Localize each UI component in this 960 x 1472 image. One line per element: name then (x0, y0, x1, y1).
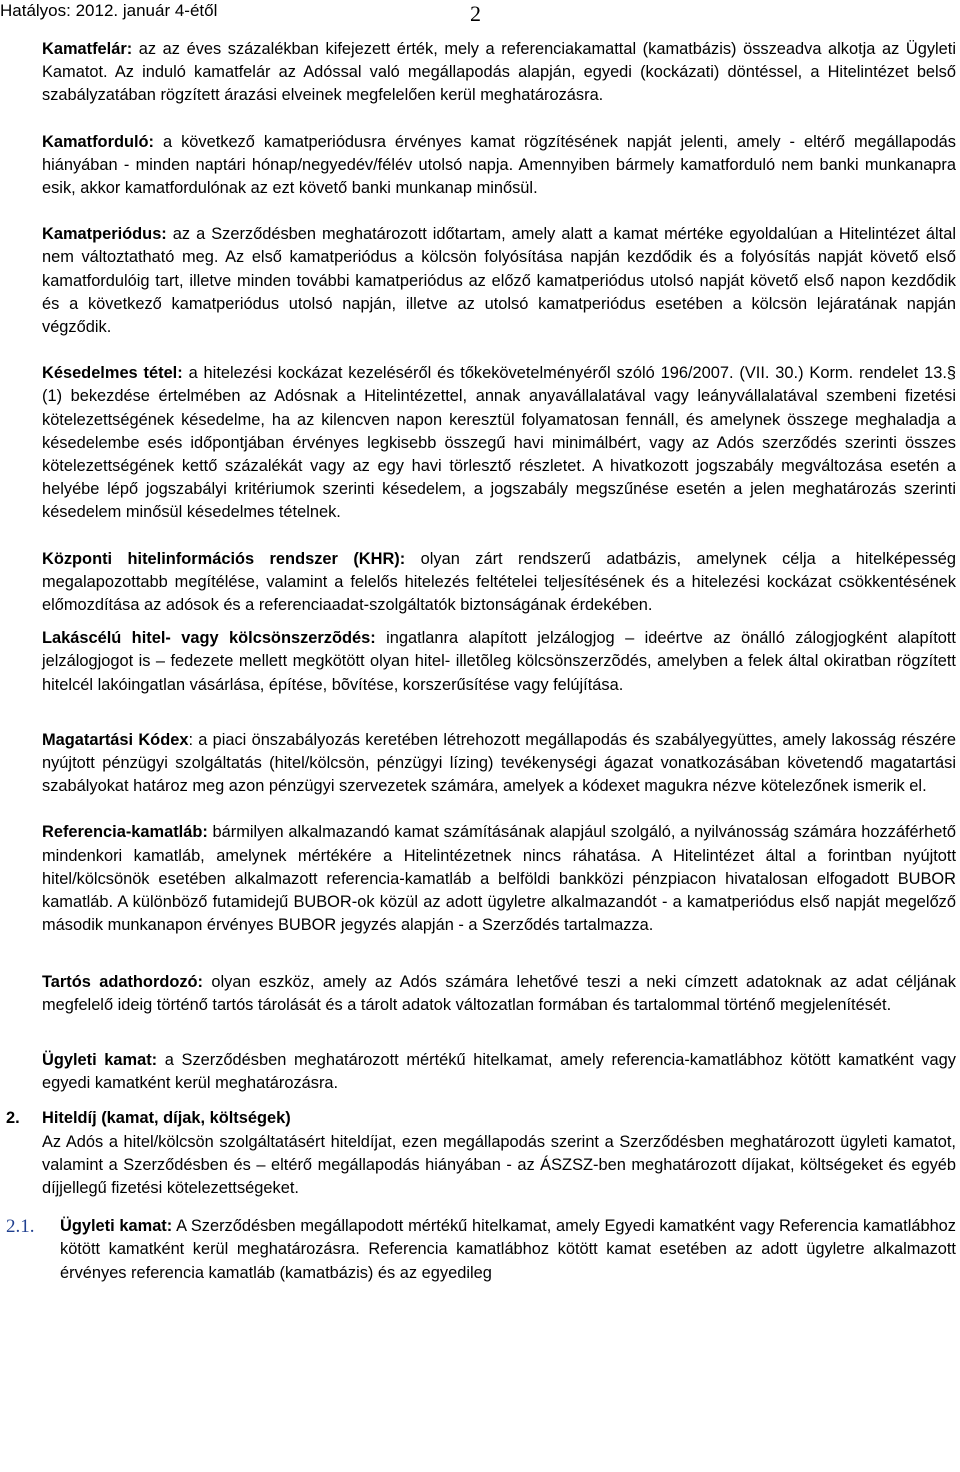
section-number: 2. (6, 1109, 20, 1128)
definition-kamatfelar (42, 38, 956, 108)
definition-tartos-adathordozo (42, 971, 956, 1017)
definition-term: Lakáscélú hitel- vagy kölcsönszerzõdés: (42, 629, 376, 648)
definition-magatartasi-kodex (42, 729, 956, 799)
definition-text: bármilyen alkalmazandó kamat számításának alapjául szolgáló, a nyilvánosság számára hozzáférhető mindenkori kamatláb, amelynek mértékére a Hitelintézetnek nincs ráhatása. A Hitelintézet által a forintban nyújtott hitel/kölcsönök esetében alkalmazott referencia-kamatláb a belföldi bankközi pénzpiacon hivatalosan elfogadott BUBOR kamatláb. A különböző futamidejű BUBOR-ok közül az adott ügyletre alkalmazandót - a kamatperiódus első napját megelőző második munkanapon érvényes BUBOR jegyzés alapján - a Szerződés tartalmazza. (42, 823, 956, 935)
section-2-1 (6, 1215, 956, 1285)
definition-term: Kamatfelár: (42, 40, 133, 58)
definition-text: olyan zárt rendszerű adatbázis, amelynek célja a hitelképesség megalapozottabb megítélése, valamint a felelős hitelezés feltételei teljesítésének és a hitelezési kockázat csökkentésének előmozdítása az adósok és a referenciaadat-szolgáltatók biztonságának érdekében. (42, 549, 956, 615)
definition-text: : a piaci önszabályozás keretében létrehozott megállapodás és szabályegyüttes, amely lakosság részére nyújtott pénzügyi szolgáltatás (hitel/kölcsön, pénzügyi lízing) tevékenységi ágazat vonatkozásában követendő magatartási szabályokat határoz meg azon pénzügyi szervezetek számára, amelyek a kódexet magukra nézve kötelezőnek ismerik el. (42, 730, 956, 796)
definition-ugyleti-kamat (42, 1049, 956, 1095)
definition-term: Ügyleti kamat: (60, 1217, 173, 1236)
definition-term: Ügyleti kamat: (42, 1050, 158, 1069)
section-title: Hiteldíj (kamat, díjak, költségek) (42, 1109, 291, 1128)
page-number: 2 (470, 1, 481, 26)
definition-referencia-kamatlab (42, 821, 956, 937)
definition-term: Késedelmes tétel: (42, 364, 183, 383)
definition-khr (42, 548, 956, 618)
definition-term: Kamatforduló: (42, 132, 154, 151)
definition-term: Központi hitelinformációs rendszer (KHR): (42, 549, 406, 568)
subsection-text: Ügyleti kamat: A Szerződésben megállapodott mértékű hitelkamat, amely Egyedi kamatként vagy Referencia kamatlábhoz kötött kamatként kerül meghatározásra. Referencia kamatlábhoz kötött kamat esetében az adott ügyletre alkalmazott érvényes referencia kamatláb (kamatbázis) és az egyedileg (60, 1217, 956, 1282)
section-2 (6, 1107, 956, 1200)
definition-text: a hitelezési kockázat kezeléséről és tőkekövetelményéről szóló 196/2007. (VII. 30.) Korm. rendelet 13.§ (1) bekezdése értelmében az Adósnak a Hitelintézettel, annak anyavállalatával vagy leányvállalatával szembeni fizetési kötelezettségének késedelme, ha az kilencven napon keresztül folyamatosan fennáll, és amelynek összege meghaladja a késedelembe esés időpontjában érvényes legkisebb összegű havi minimálbért, vagy az Adós szerződés szerinti összes kötelezettségének kettő százalékát vagy az egy havi törlesztő részletet. A hivatkozott jogszabály megváltozása esetén a helyébe lépő jogszabályi kritériumok szerinti késedelem, a jogszabály megszűnése esetén a jelen meghatározás szerinti késedelem minősül késedelmes tételnek. (42, 364, 956, 522)
definition-text: az a Szerződésben meghatározott időtartam, amely alatt a kamat mértéke egyoldalúan a Hitelintézet által nem változtatható meg. Az első kamatperiódus a kölcsön folyósítása napján kezdődik és a folyósítás napját követő első kamatfordulóig tart, illetve minden további kamatperiódus az előző kamatperiódus utolsó napját követő első napon kezdődik és a következő kamatperiódus utolsó napján, illetve az utolsó kamatperiódus esetében a kölcsön lejáratának napján végződik. (42, 225, 956, 337)
definition-text: a következő kamatperiódusra érvényes kamat rögzítésének napját jelenti, amely - eltérő megállapodás hiányában - minden naptári hónap/negyedév/félév utolsó napja. Amennyiben bármely kamatforduló nem banki munkanapra esik, akkor kamatfordulónak az ezt követő banki munkanap minősül. (42, 132, 956, 198)
definition-term: Tartós adathordozó: (42, 972, 204, 991)
definition-text: a Szerződésben meghatározott mértékű hitelkamat, amely referencia-kamatlábhoz kötött kamatként vagy egyedi kamatként kerül meghatározásra. (42, 1050, 956, 1093)
definition-kamatperiodus (42, 223, 956, 339)
page-content (6, 38, 956, 1285)
subsection-number: 2.1. (6, 1216, 35, 1238)
definition-term: Kamatperiódus: (42, 225, 167, 244)
definition-lakascelu-hitel (42, 627, 956, 697)
definition-text: az az éves százalékban kifejezett érték, mely a referenciakamattal (kamatbázis) összeadva alkotja az Ügyleti Kamatot. Az induló kamatfelár az Adóssal való megállapodás alapján, egyedi (kockázati) döntéssel, a Hitelintézet belső szabályzatában rögzített árazási elveinek megfelelően kerül meghatározásra. (42, 40, 956, 105)
definition-term: Referencia-kamatláb: (42, 823, 208, 842)
definition-kesedelmes-tetel (42, 362, 956, 524)
definition-text: ingatlanra alapított jelzálogjog – ideértve az önálló zálogjogként alapított jelzálogjogot is – fedezete mellett megkötött olyan hitel- illetõleg kölcsönszerzõdés, amelyben a felek által okiratban rögzített hitelcél lakóingatlan vásárlása, építése, bõvítése, korszerűsítése vagy felújítása. (42, 629, 956, 694)
definition-term: Magatartási Kódex (42, 730, 189, 749)
validity-header: Hatályos: 2012. január 4-étől (0, 1, 218, 20)
section-text: Az Adós a hitel/kölcsön szolgáltatásért hiteldíjat, ezen megállapodás szerint a Szerződésben meghatározott ügyleti kamatot, valamint a Szerződésben és – eltérő megállapodás hiányában - az ÁSZSZ-ben meghatározott díjakat, költségeket és egyéb díjjellegű fizetési kötelezettségeket. (42, 1132, 956, 1197)
definition-text: olyan eszköz, amely az Adós számára lehetővé teszi a neki címzett adatoknak az adat céljának megfelelő ideig történő tartós tárolását és a tárolt adatok változatlan formában és tartalommal történő megjelenítését. (42, 972, 956, 1014)
definition-kamatfordulo (42, 131, 956, 201)
